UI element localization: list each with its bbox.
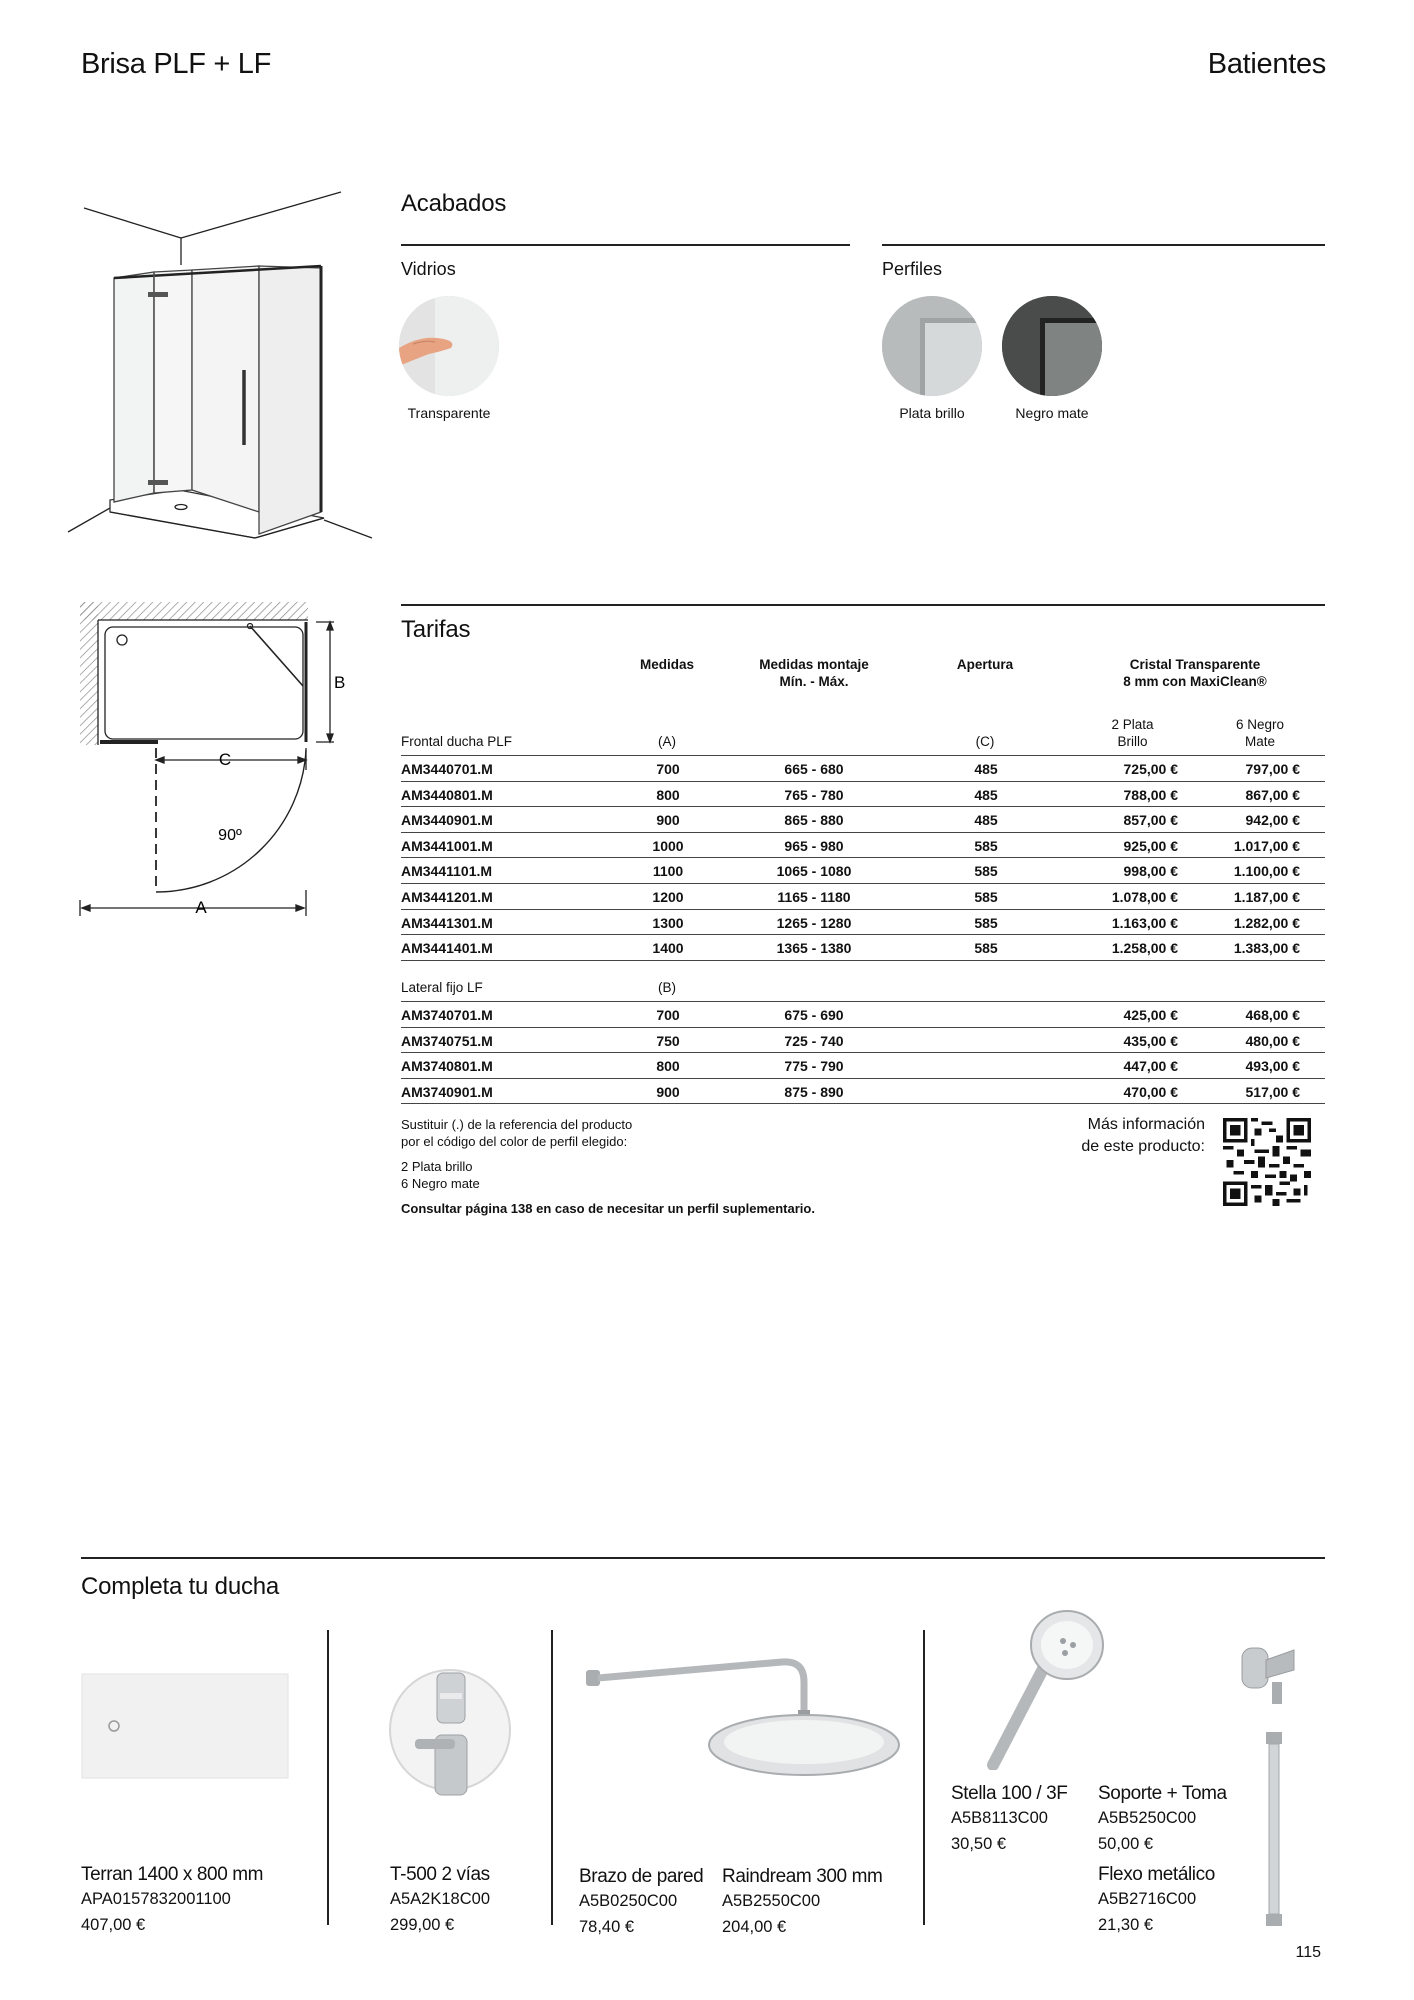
profile-silver-icon xyxy=(882,296,982,396)
cell-price-plata: 1.078,00 € xyxy=(1111,888,1178,905)
cell-price-negro: 1.017,00 € xyxy=(1233,837,1300,854)
perfiles-label: Perfiles xyxy=(882,259,943,279)
cell-price-negro: 1.383,00 € xyxy=(1233,940,1300,957)
cell-price-plata: 725,00 € xyxy=(1123,761,1178,777)
cell-apertura: 485 xyxy=(974,812,998,829)
product-price: 50,00 € xyxy=(1098,1835,1154,1853)
product-price: 204,00 € xyxy=(722,1918,787,1936)
table-row xyxy=(401,910,1325,936)
frontal-c: (C) xyxy=(975,734,995,749)
completa-title: Completa tu ducha xyxy=(81,1573,280,1600)
metallic-hose-image xyxy=(1254,1730,1294,1930)
hand-behind-glass-icon xyxy=(399,296,499,396)
cell-reference: AM3440801.M xyxy=(401,786,493,803)
cell-reference: AM3441001.M xyxy=(401,837,493,854)
cell-reference: AM3441401.M xyxy=(401,940,493,957)
cell-reference: AM3441301.M xyxy=(401,914,493,931)
table-row xyxy=(401,833,1325,859)
cell-medidas: 900 xyxy=(656,812,680,829)
header-negro-mate: 6 Negro Mate xyxy=(1235,717,1285,749)
cell-reference: AM3740751.M xyxy=(401,1032,493,1049)
page-title: Brisa PLF + LF xyxy=(81,48,272,80)
cell-medidas: 750 xyxy=(656,1032,680,1049)
product-price: 407,00 € xyxy=(81,1916,146,1934)
product-price: 30,50 € xyxy=(951,1835,1007,1853)
wall-support-image xyxy=(1232,1630,1322,1710)
cell-montaje: 1065 - 1080 xyxy=(776,863,852,880)
cell-price-negro: 493,00 € xyxy=(1245,1058,1300,1075)
swatch-label-plata-brillo: Plata brillo xyxy=(899,405,965,421)
profile-black-icon xyxy=(1002,296,1102,396)
cell-reference: AM3440901.M xyxy=(401,812,493,829)
cell-reference: AM3740701.M xyxy=(401,1007,493,1023)
table-row xyxy=(401,858,1325,884)
cell-price-negro: 517,00 € xyxy=(1245,1083,1300,1100)
table-row xyxy=(401,782,1325,808)
product-name: Raindream 300 mm xyxy=(722,1866,883,1887)
angle-label: 90º xyxy=(218,827,242,844)
cell-price-negro: 867,00 € xyxy=(1245,786,1300,803)
product-code: APA0157832001100 xyxy=(81,1890,231,1908)
cell-price-plata: 998,00 € xyxy=(1123,863,1178,880)
cell-medidas: 1300 xyxy=(652,914,684,931)
tarifas-title: Tarifas xyxy=(401,616,471,643)
cell-apertura: 585 xyxy=(974,914,998,931)
cell-montaje: 1365 - 1380 xyxy=(776,940,852,957)
table-row xyxy=(401,756,1325,782)
cell-montaje: 965 - 980 xyxy=(784,837,844,854)
swatch-label-transparente: Transparente xyxy=(407,405,491,421)
cell-medidas: 900 xyxy=(656,1083,680,1100)
product-name: T-500 2 vías xyxy=(390,1864,490,1885)
cell-apertura: 585 xyxy=(974,863,998,880)
cell-apertura: 585 xyxy=(974,837,998,854)
header-medidas: Medidas xyxy=(639,657,694,672)
cell-price-negro: 797,00 € xyxy=(1245,761,1300,777)
cell-medidas: 1000 xyxy=(652,837,684,854)
lateral-b: (B) xyxy=(658,980,676,995)
cell-price-negro: 480,00 € xyxy=(1245,1032,1300,1049)
cell-reference: AM3740901.M xyxy=(401,1083,493,1100)
cell-montaje: 1165 - 1180 xyxy=(777,888,851,905)
divider xyxy=(81,1557,1325,1559)
cell-price-plata: 470,00 € xyxy=(1123,1083,1178,1100)
cell-reference: AM3441101.M xyxy=(401,863,493,880)
header-apertura: Apertura xyxy=(956,657,1014,672)
shower-tray-image xyxy=(80,1672,290,1780)
dimension-b-label: B xyxy=(334,673,346,692)
swatch-label-negro-mate: Negro mate xyxy=(1015,405,1089,421)
header-cristal: Cristal Transparente 8 mm con MaxiClean® xyxy=(1123,657,1267,689)
shower-arm-and-head-image xyxy=(582,1640,902,1790)
cell-montaje: 875 - 890 xyxy=(784,1083,844,1100)
cell-apertura: 485 xyxy=(974,761,998,777)
cell-price-plata: 435,00 € xyxy=(1123,1032,1178,1049)
cell-reference: AM3740801.M xyxy=(401,1058,493,1075)
cell-medidas: 1400 xyxy=(652,940,684,957)
product-name: Brazo de pared xyxy=(579,1866,704,1887)
cell-price-negro: 942,00 € xyxy=(1245,812,1300,829)
table-row xyxy=(401,1028,1325,1054)
cell-medidas: 1200 xyxy=(652,888,684,905)
cell-price-plata: 447,00 € xyxy=(1123,1058,1178,1075)
cell-medidas: 700 xyxy=(656,1007,680,1023)
product-code: A5B5250C00 xyxy=(1098,1809,1197,1827)
notes: Sustituir (.) de la referencia del producto por el código del color de perfil elegido: 2 Plata brillo 6 Negro mate Consultar página 138 en caso de necesitar un perfil suplementario. xyxy=(401,1117,815,1216)
frontal-a: (A) xyxy=(658,734,676,749)
swatch-negro-mate xyxy=(1002,296,1102,396)
vidrios-label: Vidrios xyxy=(401,259,456,279)
cell-price-plata: 925,00 € xyxy=(1123,837,1178,854)
product-code: A5B0250C00 xyxy=(579,1892,678,1910)
product-code: A5B2716C00 xyxy=(1098,1890,1197,1908)
cell-medidas: 700 xyxy=(656,761,680,777)
cell-reference: AM3441201.M xyxy=(401,888,493,905)
divider xyxy=(401,604,1325,606)
product-code: A5A2K18C00 xyxy=(390,1890,490,1908)
column-separator xyxy=(327,1630,329,1925)
cell-price-negro: 468,00 € xyxy=(1245,1007,1300,1023)
shower-enclosure-illustration xyxy=(66,190,386,550)
table-row xyxy=(401,935,1325,961)
floor-plan-diagram xyxy=(78,600,358,920)
product-code: A5B8113C00 xyxy=(951,1809,1048,1827)
product-code: A5B2550C00 xyxy=(722,1892,821,1910)
cell-medidas: 800 xyxy=(656,1058,680,1075)
swatch-plata-brillo xyxy=(882,296,982,396)
header-plata-brillo: 2 Plata Brillo xyxy=(1111,717,1154,749)
cell-price-plata: 1.258,00 € xyxy=(1111,940,1178,957)
cell-price-plata: 788,00 € xyxy=(1123,786,1178,803)
thermostatic-tap-image xyxy=(385,1655,515,1805)
product-price: 299,00 € xyxy=(390,1916,455,1934)
cell-price-plata: 1.163,00 € xyxy=(1111,914,1178,931)
product-name: Stella 100 / 3F xyxy=(951,1783,1068,1804)
more-info-text: Más información de este producto: xyxy=(1081,1116,1205,1155)
table-row xyxy=(401,807,1325,833)
cell-montaje: 1265 - 1280 xyxy=(776,914,852,931)
product-name: Flexo metálico xyxy=(1098,1864,1215,1885)
cell-apertura: 585 xyxy=(974,888,998,905)
cell-price-negro: 1.187,00 € xyxy=(1233,888,1300,905)
cell-montaje: 765 - 780 xyxy=(784,786,844,803)
section-title: Batientes xyxy=(1207,48,1326,80)
cell-montaje: 865 - 880 xyxy=(784,812,844,829)
page-number: 115 xyxy=(1295,1944,1321,1961)
cell-price-plata: 857,00 € xyxy=(1123,812,1178,829)
table-row xyxy=(401,1002,1325,1028)
divider xyxy=(882,244,1325,246)
cell-medidas: 800 xyxy=(656,786,680,803)
cell-montaje: 665 - 680 xyxy=(784,761,844,777)
cell-montaje: 775 - 790 xyxy=(784,1058,844,1075)
dimension-a-label: A xyxy=(195,898,207,917)
product-price: 21,30 € xyxy=(1098,1916,1154,1934)
cell-montaje: 725 - 740 xyxy=(784,1032,844,1049)
cell-reference: AM3440701.M xyxy=(401,761,493,777)
product-name: Terran 1400 x 800 mm xyxy=(81,1864,264,1885)
cell-price-negro: 1.100,00 € xyxy=(1233,863,1300,880)
hand-shower-image xyxy=(975,1605,1125,1770)
column-separator xyxy=(551,1630,553,1925)
frontal-label: Frontal ducha PLF xyxy=(401,734,513,749)
cell-price-plata: 425,00 € xyxy=(1123,1007,1178,1023)
cell-price-negro: 1.282,00 € xyxy=(1233,914,1300,931)
cell-apertura: 485 xyxy=(974,786,998,803)
qr-code[interactable] xyxy=(1223,1118,1311,1206)
table-row xyxy=(401,1079,1325,1105)
dimension-c-label: C xyxy=(218,750,232,769)
lateral-price-table xyxy=(401,1001,1325,1104)
product-price: 78,40 € xyxy=(579,1918,635,1936)
table-row xyxy=(401,1053,1325,1079)
product-name: Soporte + Toma xyxy=(1098,1783,1227,1804)
divider xyxy=(401,244,850,246)
acabados-title: Acabados xyxy=(401,190,507,217)
header-montaje: Medidas montaje Mín. - Máx. xyxy=(759,657,869,689)
cell-montaje: 675 - 690 xyxy=(784,1007,844,1023)
swatch-transparente xyxy=(399,296,499,396)
column-separator xyxy=(923,1630,925,1925)
lateral-label: Lateral fijo LF xyxy=(401,980,483,995)
cell-apertura: 585 xyxy=(974,940,998,957)
table-row xyxy=(401,884,1325,910)
cell-medidas: 1100 xyxy=(652,863,684,880)
frontal-price-table xyxy=(401,755,1325,961)
